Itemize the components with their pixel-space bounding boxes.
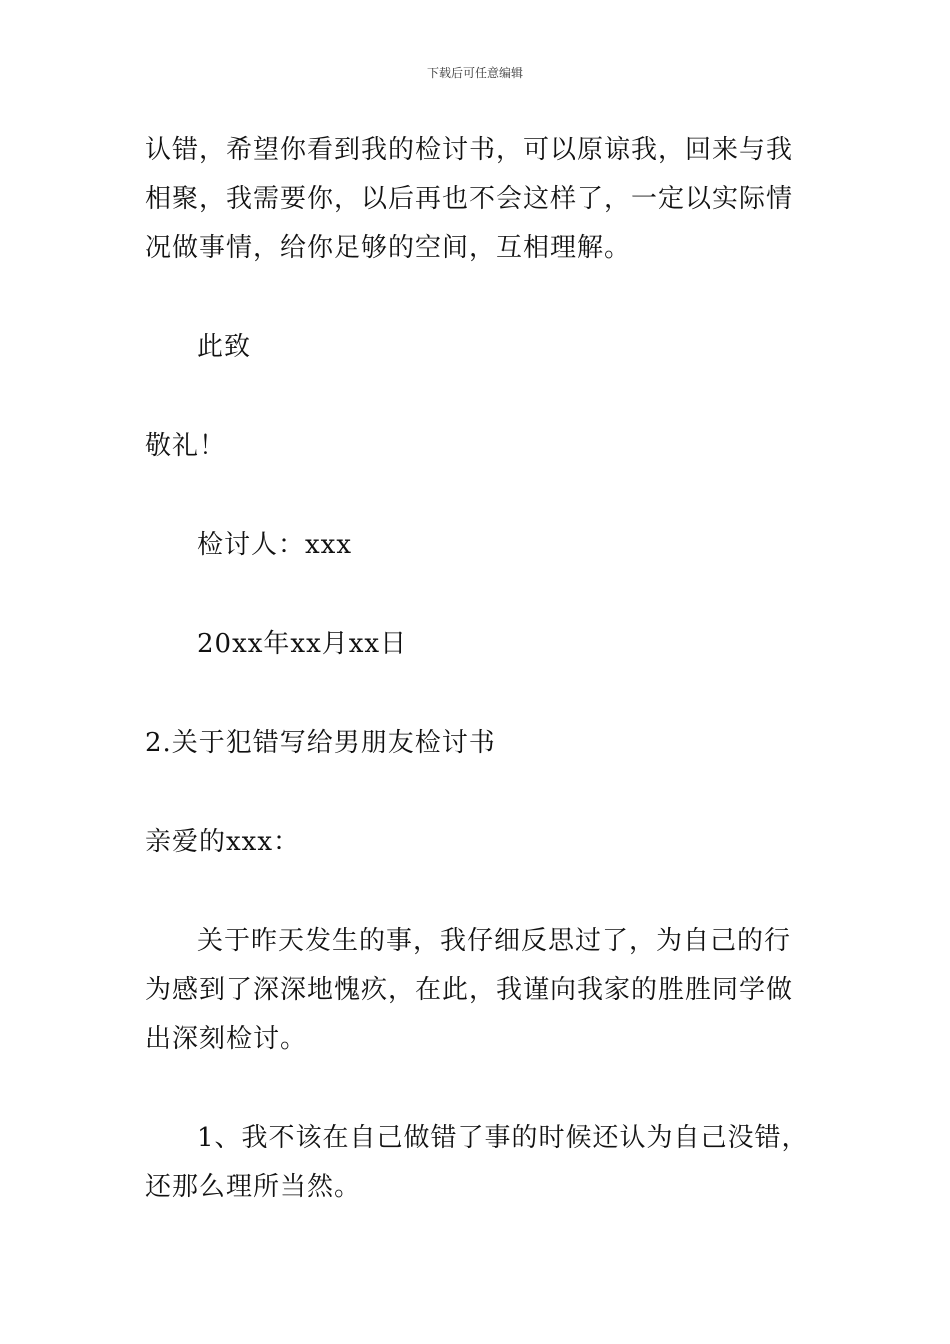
page-header: 下载后可任意编辑 — [426, 66, 523, 80]
section-heading: 2.关于犯错写给男朋友检讨书 — [145, 728, 496, 758]
greeting-line: 亲爱的xxx： — [145, 827, 300, 857]
paragraph-point-1: 1、我不该在自己做错了事的时候还认为自己没错，还那么理所当然。 — [145, 1123, 809, 1202]
closing-regards: 敬礼！ — [145, 431, 227, 461]
date-line: 20xx年xx月xx日 — [197, 629, 408, 659]
paragraph-apology-end: 认错，希望你看到我的检讨书，可以原谅我，回来与我相聚，我需要你，以后再也不会这样了，一定以实际情况做事情，给你足够的空间，互相理解。 — [145, 135, 794, 263]
paragraph-reflection: 关于昨天发生的事，我仔细反思过了，为自己的行为感到了深深地愧疚，在此，我谨向我家的胜胜同学做出深刻检讨。 — [145, 926, 794, 1054]
signature-line: 检讨人：xxx — [197, 530, 352, 560]
document-body — [145, 126, 810, 1212]
closing-salutation: 此致 — [197, 332, 252, 362]
